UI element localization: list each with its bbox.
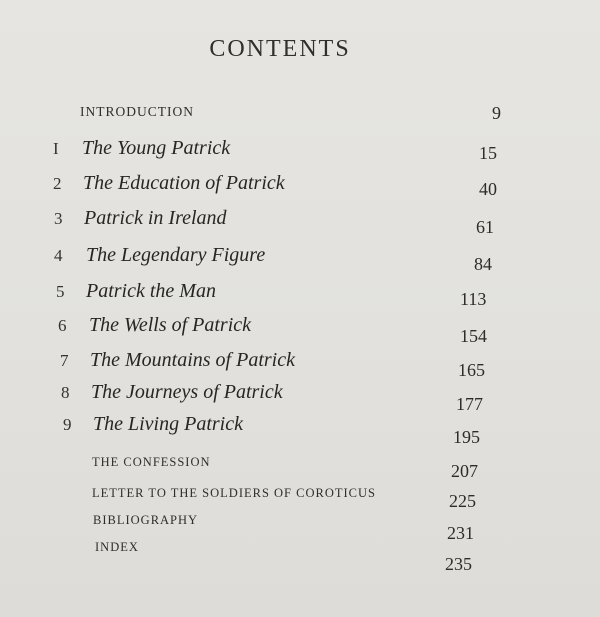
toc-page-number: 113	[460, 289, 487, 309]
chapter-title: The Wells of Patrick	[89, 314, 252, 336]
toc-page-number: 207	[451, 461, 478, 481]
chapter-title: The Legendary Figure	[86, 244, 266, 266]
toc-entry-chapter	[0, 172, 600, 202]
chapter-number: I	[53, 139, 59, 158]
chapter-number: 8	[61, 383, 70, 402]
toc-entry-appendix	[0, 513, 600, 543]
toc-entry-introduction	[0, 103, 600, 133]
toc-entry-appendix	[0, 486, 600, 516]
chapter-title: The Education of Patrick	[83, 172, 285, 194]
toc-page-number: 15	[479, 143, 497, 163]
toc-entry-chapter	[0, 244, 600, 274]
chapter-title: The Young Patrick	[82, 137, 231, 159]
toc-page-number: 84	[474, 254, 492, 274]
toc-entry-chapter	[0, 314, 600, 344]
appendix-label: BIBLIOGRAPHY	[93, 513, 199, 527]
toc-entry-label: INTRODUCTION	[80, 104, 194, 119]
chapter-number: 4	[54, 246, 63, 265]
toc-page-number: 235	[445, 554, 472, 574]
toc-entry-chapter	[0, 280, 600, 310]
toc-page-number: 225	[449, 491, 476, 511]
chapter-number: 6	[58, 316, 67, 335]
chapter-number: 9	[63, 415, 72, 434]
chapter-title: The Journeys of Patrick	[91, 381, 283, 403]
chapter-title: Patrick in Ireland	[84, 207, 227, 229]
appendix-label: THE CONFESSION	[92, 455, 211, 469]
toc-entry-chapter	[0, 137, 600, 167]
chapter-title: The Mountains of Patrick	[90, 349, 295, 371]
appendix-label: INDEX	[95, 540, 139, 554]
appendix-label: LETTER TO THE SOLDIERS OF COROTICUS	[92, 486, 376, 500]
chapter-title: Patrick the Man	[86, 280, 216, 302]
chapter-number: 2	[53, 174, 62, 193]
toc-page-number: 9	[492, 103, 501, 123]
toc-entry-chapter	[0, 413, 600, 447]
toc-page-number: 165	[458, 360, 485, 380]
toc-page-number: 177	[456, 394, 483, 414]
toc-page-number: 61	[476, 217, 494, 237]
chapter-number: 7	[60, 351, 69, 370]
chapter-number: 5	[56, 282, 65, 301]
chapter-title: The Living Patrick	[93, 413, 243, 435]
toc-page-number: 40	[479, 179, 497, 199]
toc-entry-appendix	[0, 455, 600, 485]
toc-page-number: 195	[453, 427, 480, 447]
contents-heading: CONTENTS	[209, 36, 351, 62]
toc-entry-chapter	[0, 381, 600, 414]
toc-page-number: 154	[460, 326, 487, 346]
toc-page-number: 231	[447, 523, 474, 543]
toc-entry-chapter	[0, 349, 600, 379]
toc-entry-chapter	[0, 207, 600, 237]
toc-entry-appendix	[0, 540, 600, 574]
chapter-number: 3	[54, 209, 63, 228]
